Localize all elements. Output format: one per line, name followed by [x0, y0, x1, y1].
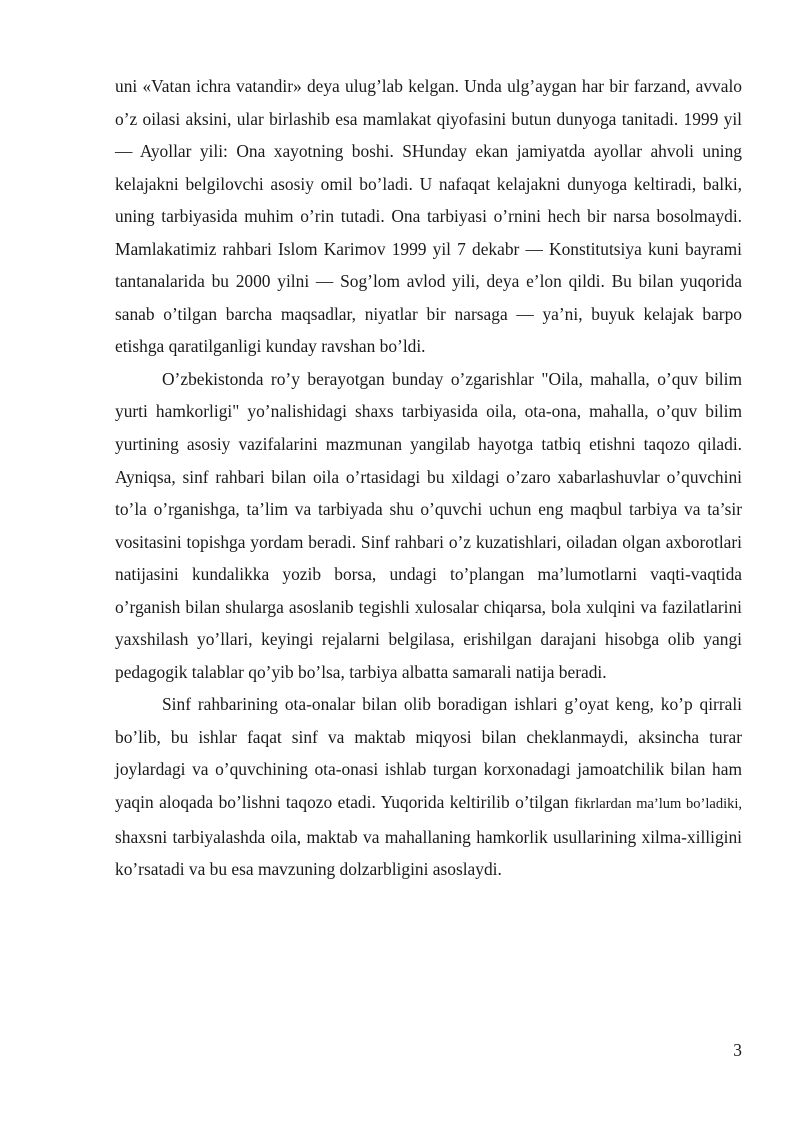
paragraph-3-text-start: Sinf rahbarining ota-onalar bilan olib boradigan ishlari g’oyat keng, ko’p qirrali bo’lib, bu ishlar faqat sinf va maktab miqyosi bilan cheklanmaydi, aksincha turar joylardagi va o’quvchining ota-onasi ishlab turgan korxonadagi jamoatchilik bilan ham yaqin aloqada bo’lishni taqozo etadi. Yuqorida keltirilib o’tilgan [115, 694, 742, 813]
paragraph-3-text-end: shaxsni tarbiyalashda oila, maktab va mahallaning hamkorlik usullarining xilma-xilligini ko’rsatadi va bu esa mavzuning dolzarbligini asoslaydi. [115, 826, 742, 880]
body-text [115, 70, 742, 886]
paragraph-1: uni «Vatan ichra vatandir» deya ulug’lab kelgan. Unda ulg’aygan har bir farzand, avvalo o’z oilasi aksini, ular birlashib esa mamlakat qiyofasini butun dunyoga tanitadi. 1999 yil — Ayollar yili: Ona xayotning boshi. SHunday ekan jamiyatda ayollar ahvoli uning kelajakni belgilovchi asosiy omil bo’ladi. U nafaqat kelajakni dunyoga keltiradi, balki, uning tarbiyasida muhim o’rin tutadi. Ona tarbiyasi o’rnini hech bir narsa bosolmaydi. Mamlakatimiz rahbari Islom Karimov 1999 yil 7 dekabr — Konstitutsiya kuni bayrami tantanalarida bu 2000 yilni — Sog’lom avlod yili, deya e’lon qildi. Bu bilan yuqorida sanab o’tilgan barcha maqsadlar, niyatlar bir narsaga — ya’ni, buyuk kelajak barpo etishga qaratilganligi kunday ravshan bo’ldi. [115, 76, 742, 357]
page-number: 3 [733, 1040, 742, 1060]
paragraph-3-small-text: fikrlardan ma’lum bo’ladiki, [574, 796, 742, 813]
paragraph-2: O’zbekistonda ro’y berayotgan bunday o’zgarishlar "Oila, mahalla, o’quv bilim yurti hamkorligi" yo’nalishidagi shaxs tarbiyasida oila, ota-ona, mahalla, o’quv bilim yurtining asosiy vazifalarini mazmunan yangilab hayotga tatbiq etishni taqozo qiladi. Ayniqsa, sinf rahbari bilan oila o’rtasidagi bu xildagi o’zaro xabarlashuvlar o’quvchini to’la o’rganishga, ta’lim va tarbiyada shu o’quvchi uchun eng maqbul tarbiya va ta’sir vositasini topishga yordam beradi. Sinf rahbari o’z kuzatishlari, oiladan olgan axborotlari natijasini kundalikka yozib borsa, undagi to’plangan ma’lumotlarni vaqti-vaqtida o’rganish bilan shularga asoslanib tegishli xulosalar chiqarsa, bola xulqini va fazilatlarini yaxshilash yo’llari, keyingi rejalarni belgilasa, erishilgan darajani hisobga olib yangi pedagogik talablar qo’yib bo’lsa, tarbiya albatta samarali natija beradi. [115, 368, 742, 682]
paragraph-3 [115, 688, 742, 885]
